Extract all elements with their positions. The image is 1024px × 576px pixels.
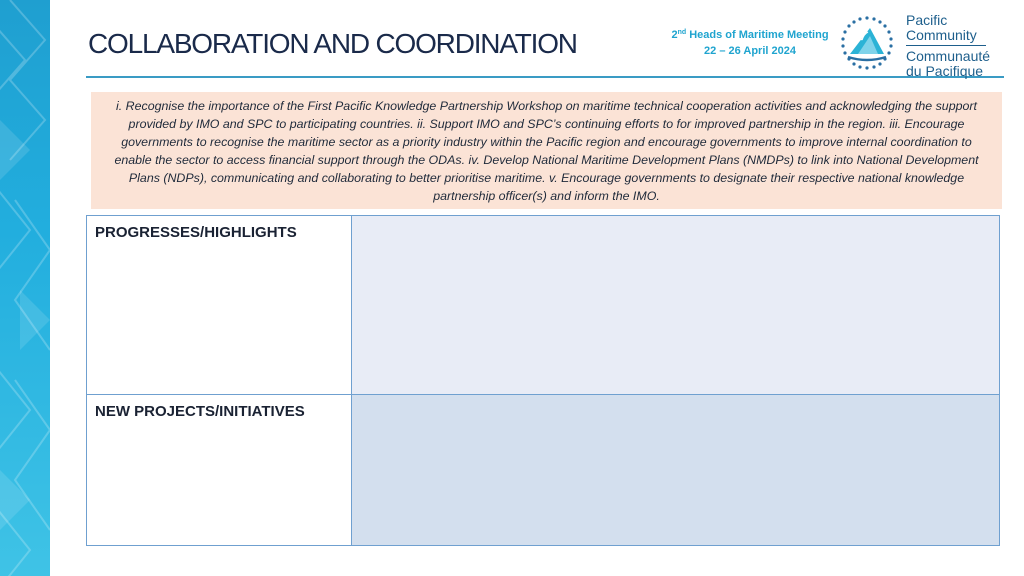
logo-divider bbox=[906, 45, 986, 46]
pacific-community-logo bbox=[906, 13, 1016, 79]
row-label-progresses: PROGRESSES/HIGHLIGHTS bbox=[87, 216, 352, 394]
progress-table bbox=[86, 215, 1000, 546]
page-title: COLLABORATION AND COORDINATION bbox=[88, 28, 577, 59]
meeting-info bbox=[650, 27, 850, 59]
logo-line: du Pacifique bbox=[906, 63, 984, 79]
meeting-ordinal-suffix: nd bbox=[677, 29, 687, 36]
logo-line: Communauté bbox=[906, 48, 991, 64]
table-row bbox=[87, 395, 999, 545]
meeting-ordinal-number: 2 bbox=[671, 29, 678, 41]
row-content-progresses[interactable] bbox=[352, 216, 999, 394]
meeting-title: Heads of Maritime Meeting bbox=[689, 29, 829, 41]
logo-line: Community bbox=[906, 27, 977, 43]
pattern-graphic bbox=[0, 0, 50, 576]
row-content-new-projects[interactable] bbox=[352, 395, 999, 545]
row-label-new-projects: NEW PROJECTS/INITIATIVES bbox=[87, 395, 352, 545]
meeting-dates: 22 – 26 April 2024 bbox=[704, 45, 796, 57]
decorative-side-band bbox=[0, 0, 50, 576]
resolution-text-box: i. Recognise the importance of the First Pacific Knowledge Partnership Workshop on maritime technical cooperation activities and acknowledging the support provided by IMO and SPC to participating countries. ii. Support IMO and SPC’s continuing efforts to for improved partnership in the region. iii. Encourage governments to recognise the maritime sector as a priority industry within the Pacific region and encourage governments to improve internal coordination to enable the sector to access financial support through the ODAs. iv. Develop National Maritime Development Plans (NMDPs) to link into National Development Plans (NDPs), communicating and collaborating to better prioritise maritime. v. Encourage governments to designate their respective national knowledge partnership officer(s) and inform the IMO. bbox=[91, 92, 1002, 209]
pacific-community-emblem-icon bbox=[836, 14, 898, 74]
logo-line: Pacific bbox=[906, 12, 948, 28]
table-row bbox=[87, 216, 999, 395]
title-divider bbox=[86, 76, 1004, 78]
meeting-name bbox=[650, 27, 850, 43]
